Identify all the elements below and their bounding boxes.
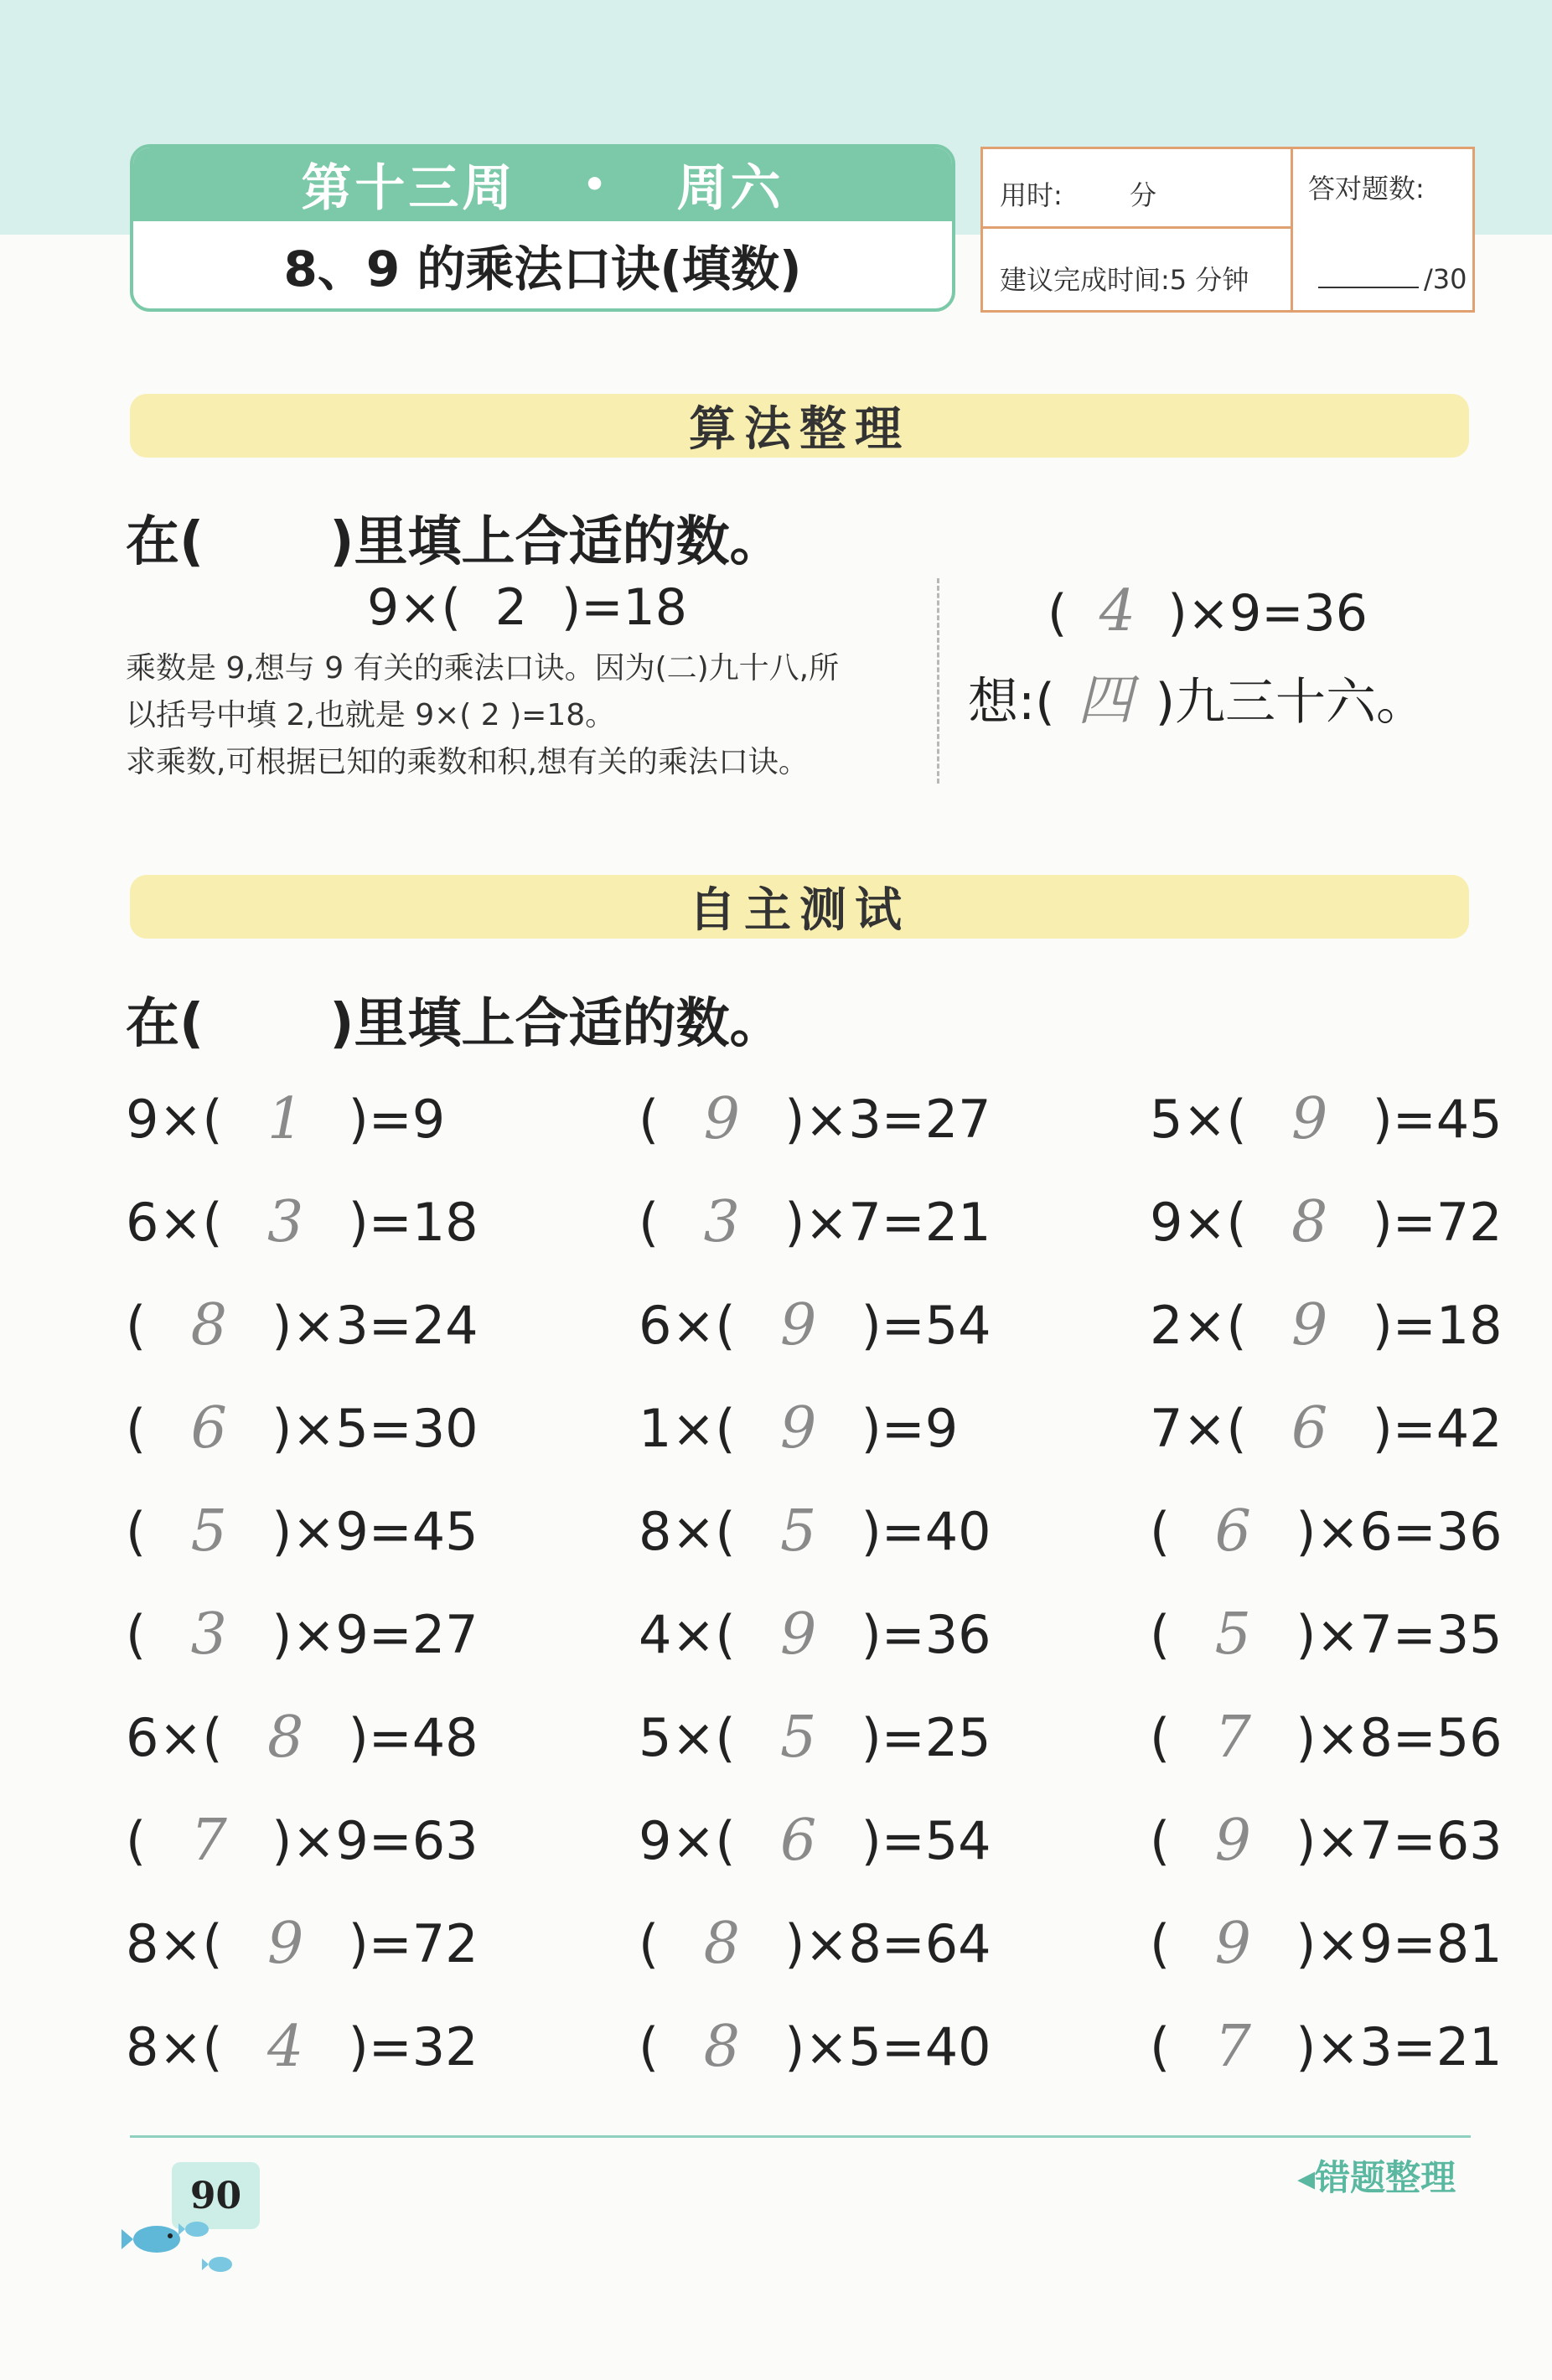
- problem-prefix: (: [1150, 2015, 1171, 2077]
- problem-item: [126, 1184, 479, 1260]
- problem-suffix: )=32: [348, 2015, 479, 2077]
- problem-item: [639, 2009, 991, 2084]
- problem-item: [639, 1700, 991, 1775]
- answer-blank[interactable]: 5: [190, 1498, 227, 1565]
- suggested-time-cell: 建议完成时间:5 分钟: [983, 229, 1293, 311]
- problem-prefix: 4×(: [639, 1603, 736, 1665]
- answer-blank[interactable]: 6: [190, 1394, 227, 1462]
- answer-blank[interactable]: 8: [190, 1291, 227, 1358]
- problem-prefix: (: [639, 1088, 660, 1150]
- example-right-answer[interactable]: 4: [1099, 578, 1136, 644]
- problem-suffix: )=54: [861, 1809, 991, 1871]
- problem-suffix: )=54: [861, 1294, 991, 1356]
- problem-item: [126, 1906, 479, 1981]
- problem-suffix: )×9=27: [272, 1603, 479, 1665]
- problem-item: [1150, 1184, 1503, 1260]
- instruction-open: 在(: [126, 511, 204, 573]
- lesson-title-box: [130, 144, 955, 312]
- problem-suffix: )×6=36: [1296, 1500, 1503, 1562]
- problem-prefix: (: [126, 1603, 147, 1665]
- section-banner-self-test: 自主测试: [130, 875, 1469, 939]
- problem-prefix: 5×(: [1150, 1088, 1247, 1150]
- problem-item: [126, 1287, 479, 1363]
- problem-prefix: 6×(: [639, 1294, 736, 1356]
- think-pre: 想:(: [968, 673, 1055, 732]
- problem-suffix: )=72: [348, 1912, 479, 1974]
- problem-suffix: )=18: [1372, 1294, 1503, 1356]
- problem-item: [1150, 1390, 1503, 1466]
- problem-prefix: (: [126, 1294, 147, 1356]
- problem-prefix: (: [126, 1500, 147, 1562]
- example-explanation: [126, 645, 839, 786]
- problem-prefix: 6×(: [126, 1706, 223, 1768]
- problem-suffix: )×8=64: [784, 1912, 991, 1974]
- problem-item: [1150, 1493, 1503, 1569]
- problem-suffix: )×9=45: [272, 1500, 479, 1562]
- note-line-2: 以括号中填 2,也就是 9×( 2 )=18。: [126, 698, 616, 732]
- time-used-cell: [983, 149, 1293, 229]
- score-blank-line: [1318, 287, 1419, 288]
- problem-suffix: )×3=27: [784, 1088, 991, 1150]
- problem-prefix: (: [1150, 1706, 1171, 1768]
- problem-suffix: )=40: [861, 1500, 991, 1562]
- problem-suffix: )×7=63: [1296, 1809, 1503, 1871]
- answer-blank[interactable]: 9: [1214, 1910, 1251, 1977]
- problem-item: [126, 2009, 479, 2084]
- day-label: 周六: [676, 159, 784, 218]
- answer-blank[interactable]: 9: [1291, 1085, 1328, 1152]
- problem-prefix: (: [1150, 1603, 1171, 1665]
- time-unit-label: 分: [1129, 179, 1156, 211]
- problem-prefix: (: [639, 1191, 660, 1253]
- note-line-1: 乘数是 9,想与 9 有关的乘法口诀。因为(二)九十八,所: [126, 651, 840, 686]
- score-blank[interactable]: [1318, 263, 1467, 295]
- problem-item: [126, 1493, 479, 1569]
- problem-item: [639, 1803, 991, 1878]
- answer-blank[interactable]: 9: [779, 1394, 817, 1462]
- problem-item: [1150, 1700, 1503, 1775]
- problem-prefix: 9×(: [1150, 1191, 1247, 1253]
- problem-prefix: 7×(: [1150, 1397, 1247, 1459]
- example-left-pre: 9×(: [367, 578, 461, 637]
- problem-prefix: (: [1150, 1809, 1171, 1871]
- problem-suffix: )×7=21: [784, 1191, 991, 1253]
- problem-item: [1150, 1081, 1503, 1156]
- answer-blank[interactable]: 5: [779, 1704, 817, 1771]
- week-day-bar: [133, 147, 952, 221]
- problem-prefix: 2×(: [1150, 1294, 1247, 1356]
- week-label: 第十三周: [301, 159, 516, 218]
- problem-suffix: )=18: [348, 1191, 479, 1253]
- problem-suffix: )×8=56: [1296, 1706, 1503, 1768]
- problem-item: [126, 1596, 479, 1672]
- problem-suffix: )=72: [1372, 1191, 1503, 1253]
- problem-item: [1150, 2009, 1503, 2084]
- answer-blank[interactable]: 3: [703, 1188, 740, 1255]
- section1-instruction: [126, 499, 784, 576]
- problem-suffix: )=45: [1372, 1088, 1503, 1150]
- problem-item: [639, 1081, 991, 1156]
- problem-item: [639, 1906, 991, 1981]
- answer-blank[interactable]: 8: [703, 1910, 740, 1977]
- example-equation-left: [367, 578, 687, 637]
- answer-blank[interactable]: 1: [266, 1085, 304, 1152]
- problem-item: [639, 1184, 991, 1260]
- problem-prefix: 8×(: [639, 1500, 736, 1562]
- instruction-close: )里填上合适的数。: [329, 993, 784, 1055]
- problem-suffix: )×3=21: [1296, 2015, 1503, 2077]
- problem-prefix: 1×(: [639, 1397, 736, 1459]
- problem-prefix: (: [126, 1809, 147, 1871]
- problem-item: [639, 1390, 958, 1466]
- problem-prefix: (: [639, 1912, 660, 1974]
- problem-prefix: 6×(: [126, 1191, 223, 1253]
- problem-suffix: )×7=35: [1296, 1603, 1503, 1665]
- page-number: 90: [172, 2162, 260, 2229]
- problem-prefix: (: [126, 1397, 147, 1459]
- answer-blank[interactable]: 7: [1214, 2013, 1251, 2080]
- problem-prefix: 8×(: [126, 2015, 223, 2077]
- problem-item: [126, 1700, 479, 1775]
- problem-suffix: )=48: [348, 1706, 479, 1768]
- problem-prefix: (: [639, 2015, 660, 2077]
- score-cell: [1293, 149, 1472, 310]
- answer-blank[interactable]: 8: [1291, 1188, 1328, 1255]
- example-left-post: )=18: [561, 578, 687, 637]
- answer-blank[interactable]: 8: [703, 2013, 740, 2080]
- fish-decoration-icon: [122, 2212, 247, 2288]
- problem-prefix: (: [1150, 1912, 1171, 1974]
- problem-suffix: )=25: [861, 1706, 991, 1768]
- problem-item: [126, 1390, 479, 1466]
- instruction-close: )里填上合适的数。: [329, 511, 784, 573]
- answer-blank[interactable]: 9: [1291, 1291, 1328, 1358]
- timing-score-table: [980, 147, 1475, 313]
- problem-suffix: )=36: [861, 1603, 991, 1665]
- problem-prefix: 9×(: [126, 1088, 223, 1150]
- problem-prefix: 5×(: [639, 1706, 736, 1768]
- example-left-value: 2: [494, 578, 527, 637]
- answer-blank[interactable]: 4: [266, 2013, 304, 2080]
- example-right-pre: (: [1048, 584, 1068, 643]
- problem-suffix: )×3=24: [272, 1294, 479, 1356]
- problem-item: [1150, 1906, 1503, 1981]
- problem-item: [639, 1596, 991, 1672]
- problem-prefix: 9×(: [639, 1809, 736, 1871]
- answer-blank[interactable]: 6: [779, 1807, 817, 1874]
- example-right-post: )×9=36: [1167, 584, 1368, 643]
- note-line-3: 求乘数,可根据已知的乘数和积,想有关的乘法口诀。: [126, 745, 809, 779]
- problem-suffix: )×5=30: [272, 1397, 479, 1459]
- separator-dot: •: [582, 163, 610, 206]
- answer-blank[interactable]: 9: [703, 1085, 740, 1152]
- problem-item: [1150, 1287, 1503, 1363]
- answer-blank[interactable]: 6: [1291, 1394, 1328, 1462]
- time-used-label: 用时:: [1000, 179, 1063, 211]
- review-mistakes-link[interactable]: ◂错题整理: [1297, 2157, 1456, 2198]
- problem-item: [126, 1803, 479, 1878]
- think-answer[interactable]: 四: [1077, 668, 1133, 732]
- problem-item: [639, 1287, 991, 1363]
- problem-suffix: )×9=81: [1296, 1912, 1503, 1974]
- section-banner-method: 算法整理: [130, 394, 1469, 458]
- problem-suffix: )=42: [1372, 1397, 1503, 1459]
- think-post: )九三十六。: [1155, 673, 1427, 732]
- section2-instruction: [126, 980, 784, 1058]
- answer-blank[interactable]: 6: [1214, 1498, 1251, 1565]
- instruction-open: 在(: [126, 993, 204, 1055]
- answer-blank[interactable]: 9: [266, 1910, 304, 1977]
- problem-prefix: (: [1150, 1500, 1171, 1562]
- dashed-divider: [937, 578, 939, 784]
- problem-item: [1150, 1803, 1503, 1878]
- answer-blank[interactable]: 7: [1214, 1704, 1251, 1771]
- problem-item: [126, 1081, 445, 1156]
- think-line: [968, 655, 1426, 735]
- footer-divider: [130, 2135, 1471, 2138]
- answer-blank[interactable]: 9: [779, 1601, 817, 1668]
- score-total: /30: [1424, 263, 1467, 295]
- answer-blank[interactable]: 8: [266, 1704, 304, 1771]
- example-equation-right: [1048, 578, 1368, 644]
- answer-blank[interactable]: 3: [190, 1601, 227, 1668]
- answer-blank[interactable]: 9: [1214, 1807, 1251, 1874]
- problem-suffix: )=9: [348, 1088, 446, 1150]
- lesson-subtitle: 8、9 的乘法口诀(填数): [283, 241, 802, 298]
- answer-blank[interactable]: 7: [190, 1807, 227, 1874]
- problem-prefix: 8×(: [126, 1912, 223, 1974]
- problem-suffix: )×5=40: [784, 2015, 991, 2077]
- answer-blank[interactable]: 3: [266, 1188, 304, 1255]
- answer-blank[interactable]: 5: [1214, 1601, 1251, 1668]
- problem-suffix: )=9: [861, 1397, 959, 1459]
- answer-blank[interactable]: 9: [779, 1291, 817, 1358]
- problem-item: [639, 1493, 991, 1569]
- problem-suffix: )×9=63: [272, 1809, 479, 1871]
- answer-blank[interactable]: 5: [779, 1498, 817, 1565]
- problem-item: [1150, 1596, 1503, 1672]
- correct-count-label: 答对题数:: [1308, 173, 1425, 204]
